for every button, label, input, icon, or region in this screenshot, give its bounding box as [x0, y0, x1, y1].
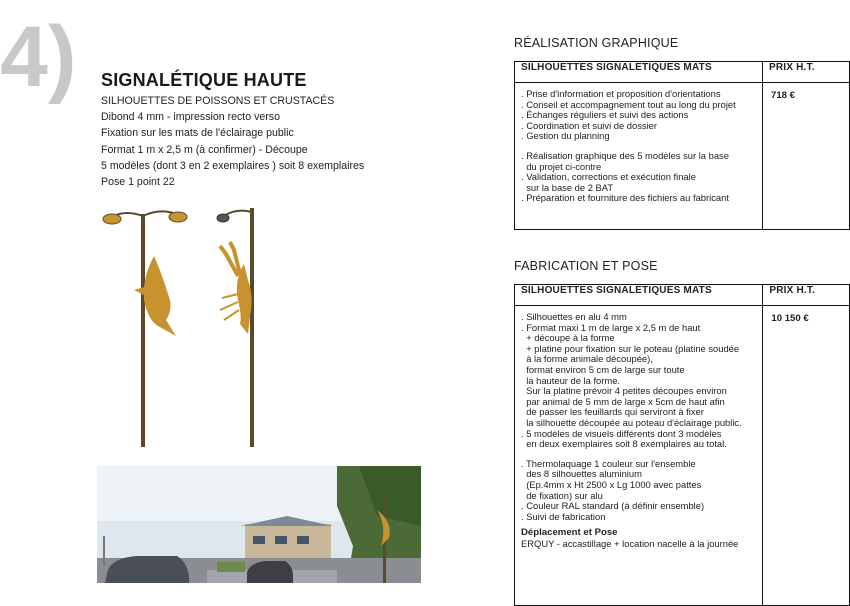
description-line: 5 modèles (dont 3 en 2 exemplaires ) soit 8 exemplaires [101, 159, 365, 172]
realisation-price: 718 € [771, 90, 796, 101]
list-item: . Préparation et fourniture des fichiers au fabricant [521, 192, 729, 204]
fish-silhouette [144, 256, 176, 336]
list-item: format environ 5 cm de large sur toute [521, 363, 685, 375]
table-header-silhouettes: SILHOUETTES SIGNALÉTIQUES MATS [515, 62, 763, 83]
description-line: Pose 1 point 22 [101, 176, 175, 189]
list-item: de passer les feuillards qui serviront à fixer [521, 406, 704, 418]
list-item: . 5 modèles de visuels différents dont 3 modèles [521, 427, 722, 439]
list-item: des 8 silhouettes aluminium [521, 468, 642, 480]
realisation-items-cell [515, 83, 763, 230]
fabrication-heading: FABRICATION ET POSE [514, 259, 658, 273]
fabrication-item-list [515, 306, 762, 522]
list-item: (Ep.4mm x Ht 2500 x Lg 1000 avec pattes [521, 478, 702, 490]
realisation-item-list [515, 83, 762, 204]
realisation-heading: RÉALISATION GRAPHIQUE [514, 36, 679, 50]
list-item: . Coordination et suivi de dossier [521, 119, 658, 131]
deplacement-text: ERQUY - accastillage + location nacelle à la journée [521, 537, 739, 549]
fish-lamp-post [103, 211, 187, 447]
list-item: du projet ci-contre [521, 160, 602, 172]
list-item: . Thermolaquage 1 couleur sur l'ensemble [521, 457, 696, 469]
list-item: la silhouette découpée au poteau d'éclairage public. [521, 416, 742, 428]
list-item: en deux exemplaires soit 8 exemplaires au total. [521, 438, 727, 450]
list-item: . Couleur RAL standard (à définir ensemble) [521, 500, 705, 512]
deplacement-title: Déplacement et Pose [521, 527, 618, 539]
description [101, 93, 364, 190]
realisation-price-cell [763, 83, 850, 230]
description-line: Format 1 m x 2,5 m (à confirmer) - Découpe [101, 143, 308, 156]
list-item: . Réalisation graphique des 5 modèles sur la base [521, 149, 729, 161]
description-line: Dibond 4 mm - impression recto verso [101, 111, 280, 124]
section-number: 4) [0, 9, 77, 105]
fabrication-price: 10 150 € [771, 313, 809, 324]
list-item: sur la base de 2 BAT [521, 181, 614, 193]
list-item: . Validation, corrections et exécution finale [521, 171, 696, 183]
table-header-silhouettes: SILHOUETTES SIGNALÉTIQUES MATS [515, 285, 763, 306]
list-item: + platine pour fixation sur le poteau (platine soudée [521, 342, 740, 354]
list-item: par animal de 5 mm de large x 5cm de haut afin [521, 395, 725, 407]
fabrication-price-table [514, 284, 850, 606]
fabrication-items-cell [515, 306, 763, 606]
list-item: . Prise d'information et proposition d'orientations [521, 88, 721, 99]
list-item: + découpe à la forme [521, 332, 615, 344]
table-header-price: PRIX H.T. [763, 62, 850, 83]
page-title: SIGNALÉTIQUE HAUTE [101, 70, 307, 90]
list-item: . Échanges réguliers et suivi des actions [521, 109, 689, 121]
list-item: . Suivi de fabrication [521, 510, 606, 522]
list-item: . Conseil et accompagnement tout au long du projet [521, 98, 736, 110]
list-item: . Silhouettes en alu 4 mm [521, 311, 627, 322]
table-header-price: PRIX H.T. [763, 285, 850, 306]
list-item: à la forme animale découpée), [521, 353, 653, 365]
list-item: Sur la platine prévoir 4 petites découpes environ [521, 385, 727, 397]
lamp-post-illustration [96, 204, 276, 449]
realisation-price-table [514, 61, 850, 230]
crayfish-lamp-post [217, 208, 254, 447]
description-line: SILHOUETTES DE POISSONS ET CRUSTACÉS [101, 95, 335, 107]
list-item: de fixation) sur alu [521, 489, 603, 501]
description-line: Fixation sur les mats de l'éclairage public [101, 127, 294, 140]
street-photo [97, 466, 421, 583]
list-item: . Gestion du planning [521, 130, 610, 142]
list-item: . Format maxi 1 m de large x 2,5 m de haut [521, 321, 701, 333]
list-item: la hauteur de la forme. [521, 374, 621, 386]
fabrication-price-cell [763, 306, 850, 606]
